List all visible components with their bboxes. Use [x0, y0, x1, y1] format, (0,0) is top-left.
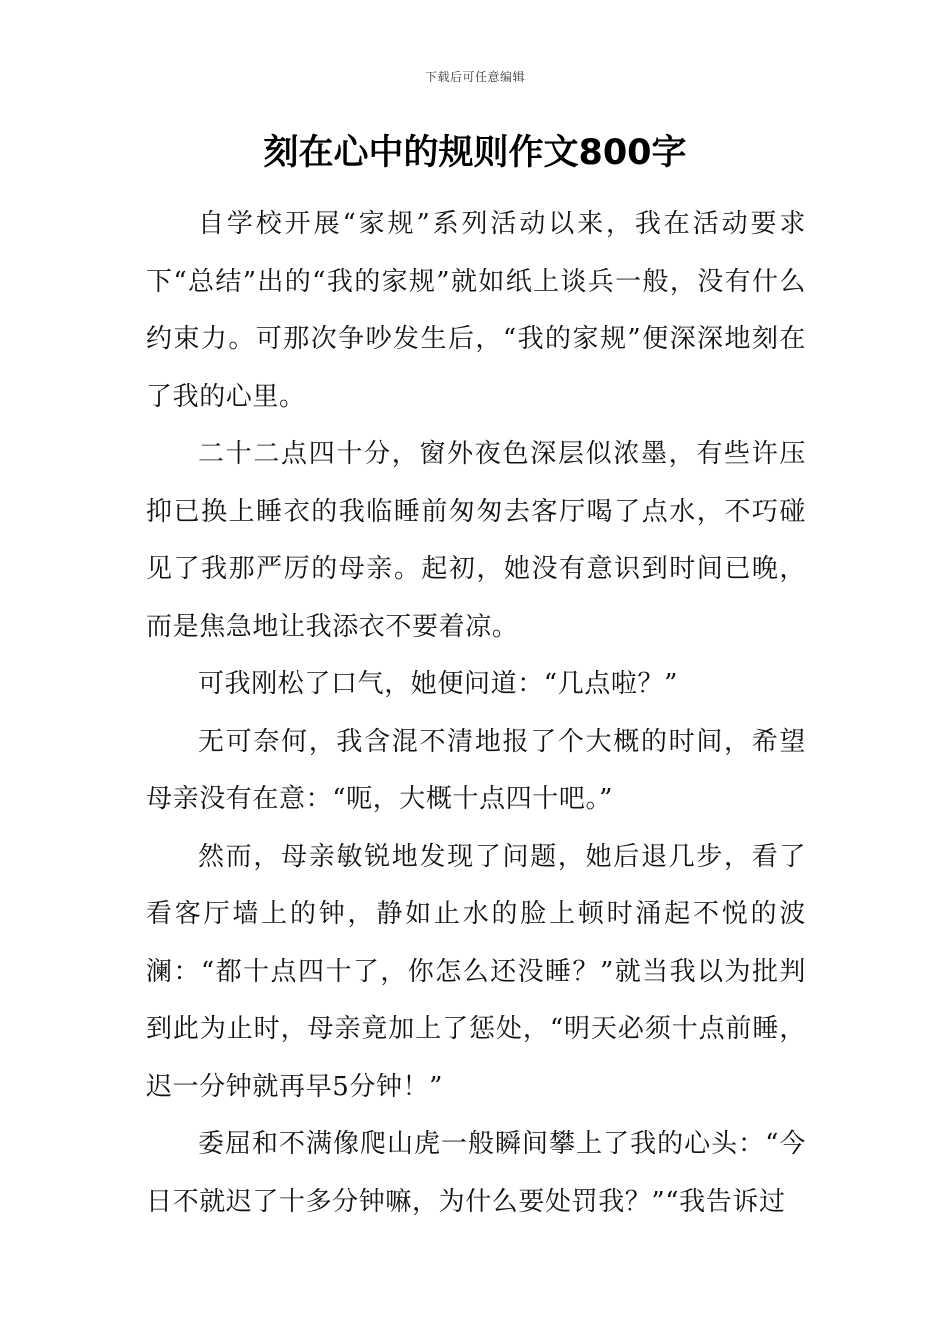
- paragraph: 委屈和不满像爬山虎一般瞬间攀上了我的心头：“今日不就迟了十多分钟嘛，为什么要处罚我？”“我告诉过: [146, 1129, 806, 1217]
- document-body: [146, 196, 806, 1231]
- paragraph: 可我刚松了口气，她便问道：“几点啦？”: [198, 669, 678, 699]
- header-note: 下载后可任意编辑: [424, 70, 525, 84]
- document-title: 刻在心中的规则作文800字: [263, 133, 687, 173]
- paragraph: 二十二点四十分，窗外夜色深层似浓墨，有些许压抑已换上睡衣的我临睡前匆匆去客厅喝了点水，不巧碰见了我那严厉的母亲。起初，她没有意识到时间已晚，而是焦急地让我添衣不要着凉。: [146, 439, 806, 642]
- paragraph: 自学校开展“家规”系列活动以来，我在活动要求下“总结”出的“我的家规”就如纸上谈兵一般，没有什么约束力。可那次争吵发生后，“我的家规”便深深地刻在了我的心里。: [146, 209, 806, 412]
- paragraph: 然而，母亲敏锐地发现了问题，她后退几步，看了看客厅墙上的钟，静如止水的脸上顿时涌起不悦的波澜：“都十点四十了，你怎么还没睡？”就当我以为批判到此为止时，母亲竟加上了惩处，“明天必须十点前睡，迟一分钟就再早5分钟！”: [146, 841, 806, 1102]
- paragraph: 无可奈何，我含混不清地报了个大概的时间，希望母亲没有在意：“呃，大概十点四十吧。”: [146, 726, 806, 814]
